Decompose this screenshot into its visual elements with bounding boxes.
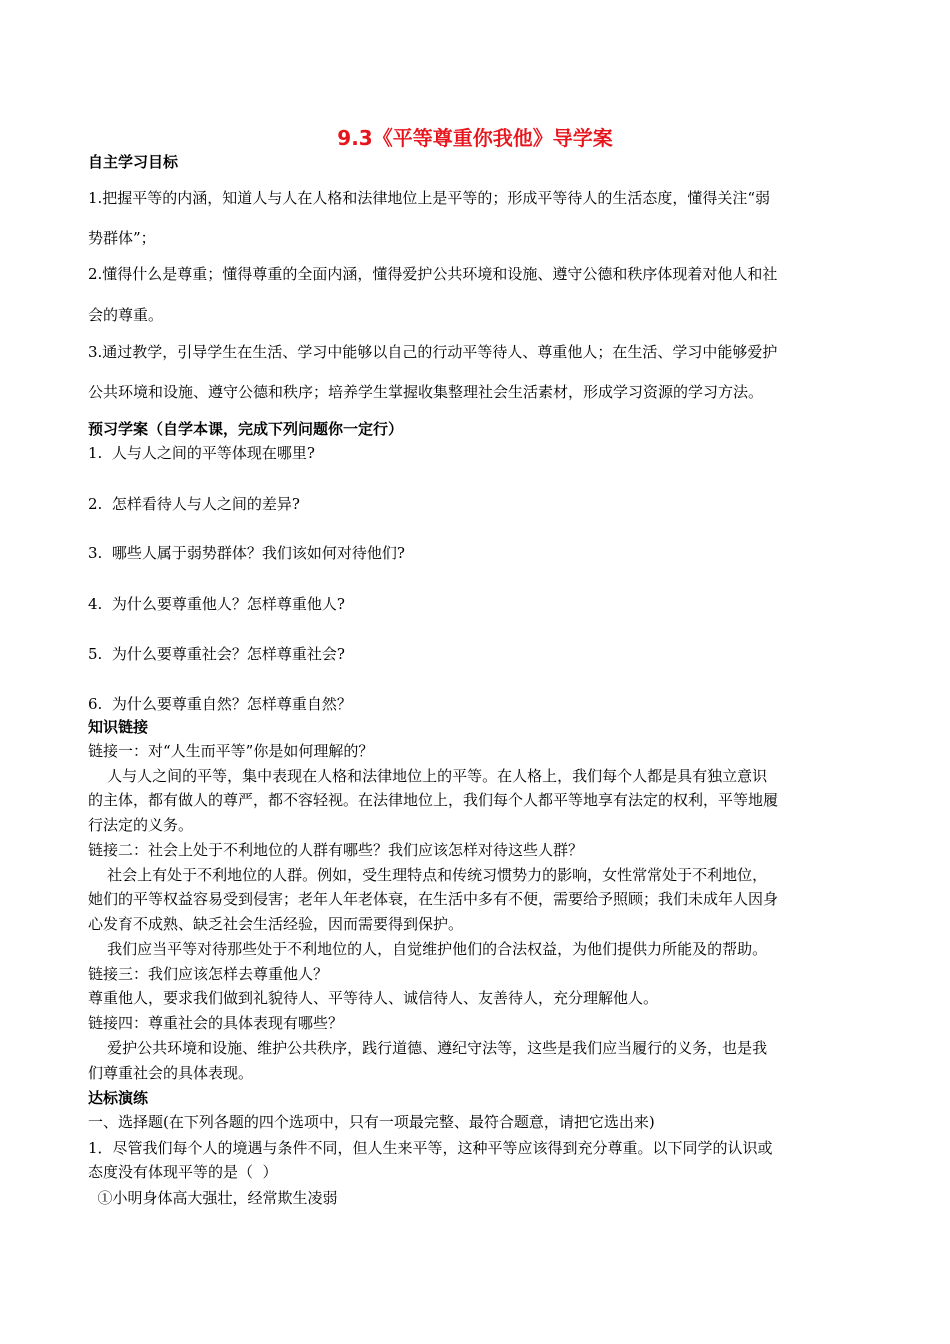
practice-line: ①小明身体高大强壮，经常欺生凌弱 [88,1189,338,1207]
knowledge-line: 链接二：社会上处于不利地位的人群有哪些？我们应该怎样对待这些人群？ [88,841,584,859]
preview-heading: 预习学案（自学本课，完成下列问题你一定行） [88,420,404,438]
goals-line: 1.把握平等的内涵，知道人与人在人格和法律地位上是平等的；形成平等待人的生活态度，懂得关注“弱 [88,189,770,207]
goals-heading: 自主学习目标 [88,153,179,171]
goals-line: 会的尊重。 [88,306,164,324]
knowledge-line: 心发育不成熟、缺乏社会生活经验，因而需要得到保护。 [88,915,464,933]
knowledge-line: 社会上有处于不利地位的人群。例如，受生理特点和传统习惯势力的影响，女性常常处于不利地位， [88,866,768,884]
practice-line: 态度没有体现平等的是（ ） [88,1163,278,1181]
goals-line: 势群体”； [88,229,156,247]
knowledge-line: 链接三：我们应该怎样去尊重他人？ [88,965,329,983]
goals-line: 公共环境和设施、遵守公德和秩序；培养学生掌握收集整理社会生活素材，形成学习资源的学习方法。 [88,383,764,401]
knowledge-line: 尊重他人，要求我们做到礼貌待人、平等待人、诚信待人、友善待人，充分理解他人。 [88,989,659,1007]
practice-line: 1．尽管我们每个人的境遇与条件不同，但人生来平等，这种平等应该得到充分尊重。以下同学的认识或 [88,1139,773,1157]
knowledge-line: 爱护公共环境和设施、维护公共秩序，践行道德、遵纪守法等，这些是我们应当履行的义务，也是我 [88,1039,768,1057]
preview-question: 2. 怎样看待人与人之间的差异? [88,495,300,513]
practice-heading: 达标演练 [88,1089,149,1107]
knowledge-line: 链接一：对“人生而平等”你是如何理解的？ [88,742,374,760]
knowledge-heading: 知识链接 [88,718,149,736]
knowledge-line: 我们应当平等对待那些处于不利地位的人，自觉维护他们的合法权益，为他们提供力所能及的帮助。 [88,940,768,958]
preview-question: 1. 人与人之间的平等体现在哪里? [88,444,315,462]
knowledge-line: 她们的平等权益容易受到侵害；老年人年老体衰，在生活中多有不便，需要给予照顾；我们未成年人因身 [88,890,779,908]
knowledge-line: 链接四：尊重社会的具体表现有哪些？ [88,1014,344,1032]
knowledge-line: 人与人之间的平等，集中表现在人格和法律地位上的平等。在人格上，我们每个人都是具有独立意识 [88,767,768,785]
page-title: 9.3《平等尊重你我他》导学案 [337,126,613,150]
knowledge-line: 行法定的义务。 [88,816,194,834]
goals-line: 3.通过教学，引导学生在生活、学习中能够以自己的行动平等待人、尊重他人；在生活、学习中能够爱护 [88,343,778,361]
preview-question: 5. 为什么要尊重社会？怎样尊重社会? [88,645,345,663]
knowledge-line: 的主体，都有做人的尊严，都不容轻视。在法律地位上，我们每个人都平等地享有法定的权利，平等地履 [88,791,779,809]
preview-question: 4. 为什么要尊重他人？怎样尊重他人? [88,595,345,613]
preview-question: 6. 为什么要尊重自然？怎样尊重自然？ [88,695,352,713]
practice-line: 一、选择题(在下列各题的四个选项中，只有一项最完整、最符合题意，请把它选出来) [88,1113,655,1131]
goals-line: 2.懂得什么是尊重；懂得尊重的全面内涵，懂得爱护公共环境和设施、遵守公德和秩序体现着对他人和社 [88,265,778,283]
preview-question: 3. 哪些人属于弱势群体？我们该如何对待他们? [88,544,405,562]
knowledge-line: 们尊重社会的具体表现。 [88,1064,254,1082]
